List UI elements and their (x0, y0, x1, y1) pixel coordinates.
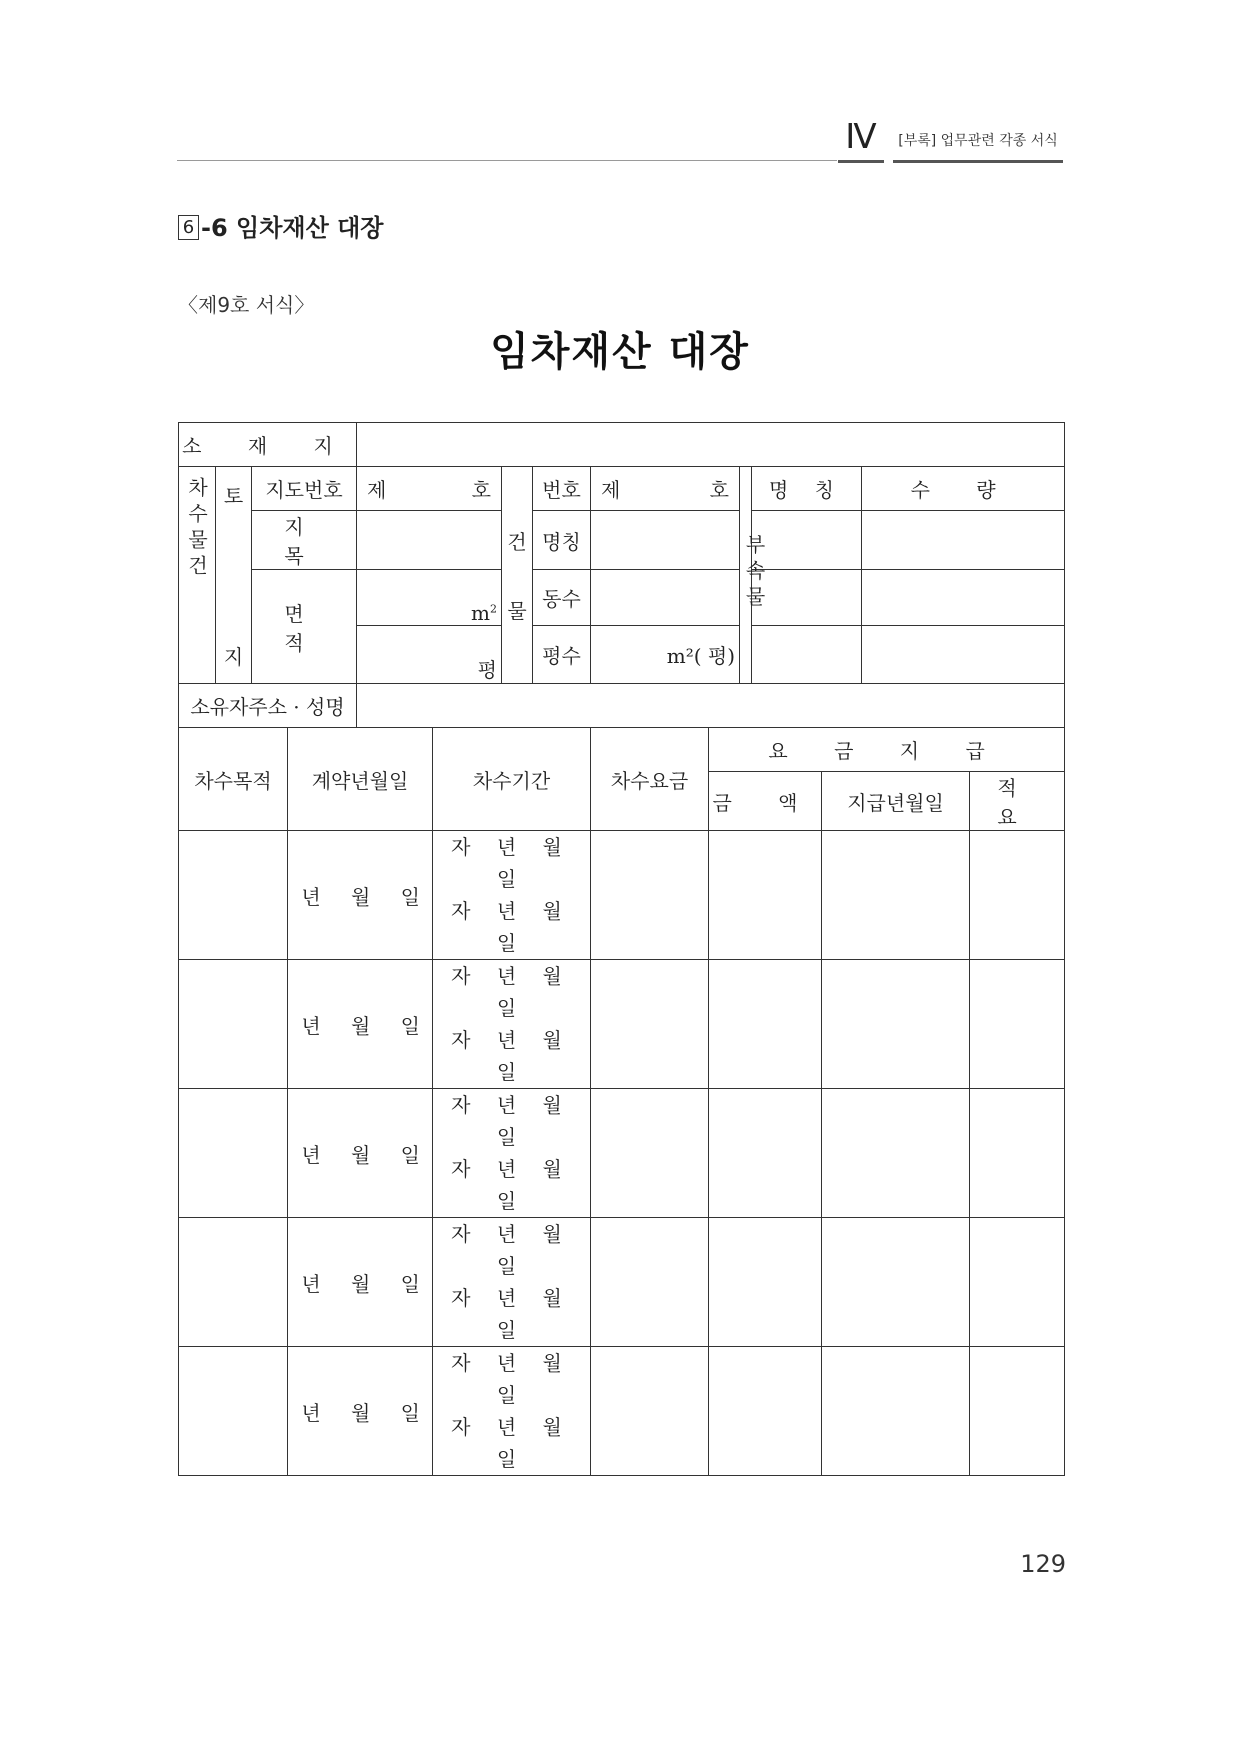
lease-ledger-table (178, 422, 1065, 1476)
col-payment-header: 요 금 지 급 (709, 728, 1065, 772)
col-contract-date-header: 계약년월일 (288, 728, 433, 831)
contract-date-cell[interactable]: 년 월 일 (288, 1218, 433, 1347)
lease-entry-row-2 (179, 960, 1065, 1089)
period-from: 자 년 월 일 (451, 1222, 572, 1278)
form-number: 〈제9호 서식〉 (178, 293, 315, 317)
period-from: 자 년 월 일 (451, 835, 572, 891)
lease-header-row-1 (179, 728, 1065, 772)
location-row (179, 423, 1065, 467)
payment-date-cell[interactable] (822, 1218, 970, 1347)
bldg-area-label: 평수 (533, 626, 591, 684)
land-category-label: 지 목 (252, 511, 357, 570)
lease-entry-row-1 (179, 831, 1065, 960)
amount-cell[interactable] (709, 1218, 822, 1347)
building-label-top: 건 (507, 530, 527, 554)
map-number-value[interactable] (357, 467, 502, 511)
col-purpose-header: 차수목적 (179, 728, 288, 831)
unit-m2-exponent: 2 (490, 602, 497, 616)
period-from: 자 년 월 일 (451, 964, 572, 1020)
payment-date-cell[interactable] (822, 960, 970, 1089)
page-number: 129 (1020, 1550, 1066, 1578)
annex-name-label: 명 칭 (752, 467, 862, 511)
amount-cell[interactable] (709, 1347, 822, 1476)
fee-cell[interactable] (591, 1347, 709, 1476)
period-from: 자 년 월 일 (451, 1093, 572, 1149)
payment-date-cell[interactable] (822, 1089, 970, 1218)
chapter-numeral: Ⅳ (845, 119, 877, 156)
owner-row (179, 684, 1065, 728)
period-to: 자 년 월 일 (451, 1157, 572, 1213)
period-to: 자 년 월 일 (451, 1286, 572, 1342)
period-to: 자 년 월 일 (451, 899, 572, 955)
building-label-cell (502, 467, 533, 684)
purpose-cell[interactable] (179, 960, 288, 1089)
area-pyeong-cell[interactable] (357, 626, 502, 684)
bldg-floors-label: 동수 (533, 570, 591, 626)
remarks-cell[interactable] (970, 1347, 1065, 1476)
annex-qty-label: 수 량 (862, 467, 1065, 511)
area-label: 면 적 (252, 570, 357, 684)
section-heading (178, 210, 383, 246)
fee-cell[interactable] (591, 1089, 709, 1218)
purpose-cell[interactable] (179, 1347, 288, 1476)
period-cell[interactable] (433, 1218, 591, 1347)
contract-date-cell[interactable]: 년 월 일 (288, 1347, 433, 1476)
property-row-2 (179, 511, 1065, 570)
col-remarks-header: 적 요 (970, 772, 1065, 831)
remarks-cell[interactable] (970, 1089, 1065, 1218)
annex-name-3[interactable] (752, 626, 862, 684)
lease-entry-row-3 (179, 1089, 1065, 1218)
property-row-1 (179, 467, 1065, 511)
location-label: 소 재 지 (179, 423, 357, 467)
lease-entry-row-4 (179, 1218, 1065, 1347)
annex-label: 부속물 (742, 533, 766, 612)
chapter-numeral-underline (838, 160, 884, 163)
land-label-top: 토 (223, 484, 244, 508)
amount-cell[interactable] (709, 831, 822, 960)
map-number-prefix: 제 (367, 478, 387, 502)
lease-entry-row-5 (179, 1347, 1065, 1476)
leased-building-label-cell (179, 467, 216, 684)
period-cell[interactable] (433, 1347, 591, 1476)
owner-label: 소유자주소 · 성명 (179, 684, 357, 728)
annex-qty-2[interactable] (862, 570, 1065, 626)
bldg-number-prefix: 제 (601, 478, 621, 502)
unit-m2: m (471, 601, 490, 625)
remarks-cell[interactable] (970, 1218, 1065, 1347)
annex-qty-3[interactable] (862, 626, 1065, 684)
leased-building-label: 차수물건 (184, 477, 209, 581)
bldg-area-value[interactable]: m²( 평) (591, 626, 740, 684)
period-from: 자 년 월 일 (451, 1351, 572, 1407)
unit-pyeong: 평 (477, 658, 497, 682)
land-label-bottom: 지 (223, 645, 244, 669)
location-value[interactable] (357, 423, 1065, 467)
form-title: 임차재산 대장 (490, 329, 750, 375)
period-cell[interactable] (433, 1089, 591, 1218)
payment-date-cell[interactable] (822, 831, 970, 960)
remarks-cell[interactable] (970, 960, 1065, 1089)
remarks-cell[interactable] (970, 831, 1065, 960)
col-payment-date-header: 지급년월일 (822, 772, 970, 831)
bldg-name-value[interactable] (591, 511, 740, 570)
col-amount-header: 금 액 (709, 772, 822, 831)
map-number-label: 지도번호 (252, 467, 357, 511)
bldg-number-suffix: 호 (709, 478, 729, 502)
land-label-cell (216, 467, 252, 684)
purpose-cell[interactable] (179, 1218, 288, 1347)
payment-date-cell[interactable] (822, 1347, 970, 1476)
bldg-floors-value[interactable] (591, 570, 740, 626)
building-label-bottom: 물 (507, 599, 527, 623)
owner-value[interactable] (357, 684, 1065, 728)
area-m2-cell[interactable] (357, 570, 502, 626)
amount-cell[interactable] (709, 960, 822, 1089)
amount-cell[interactable] (709, 1089, 822, 1218)
fee-cell[interactable] (591, 1218, 709, 1347)
section-heading-text: -6 임차재산 대장 (201, 214, 384, 242)
section-number-box: 6 (178, 215, 199, 240)
chapter-title-underline (893, 160, 1063, 163)
land-category-value[interactable] (357, 511, 502, 570)
map-number-suffix: 호 (471, 478, 491, 502)
chapter-title: [부록] 업무관련 각종 서식 (898, 133, 1058, 149)
fee-cell[interactable] (591, 831, 709, 960)
col-period-header: 차수기간 (433, 728, 591, 831)
fee-cell[interactable] (591, 960, 709, 1089)
bldg-number-label: 번호 (533, 467, 591, 511)
purpose-cell[interactable] (179, 1089, 288, 1218)
property-row-3 (179, 570, 1065, 598)
contract-date-cell[interactable]: 년 월 일 (288, 960, 433, 1089)
annex-qty-1[interactable] (862, 511, 1065, 570)
period-to: 자 년 월 일 (451, 1415, 572, 1471)
bldg-number-value[interactable] (591, 467, 740, 511)
period-to: 자 년 월 일 (451, 1028, 572, 1084)
period-cell[interactable] (433, 831, 591, 960)
contract-date-cell[interactable]: 년 월 일 (288, 831, 433, 960)
period-cell[interactable] (433, 960, 591, 1089)
contract-date-cell[interactable]: 년 월 일 (288, 1089, 433, 1218)
header-rule (177, 160, 837, 161)
col-fee-header: 차수요금 (591, 728, 709, 831)
bldg-name-label: 명칭 (533, 511, 591, 570)
purpose-cell[interactable] (179, 831, 288, 960)
annex-label-cell (740, 467, 766, 684)
